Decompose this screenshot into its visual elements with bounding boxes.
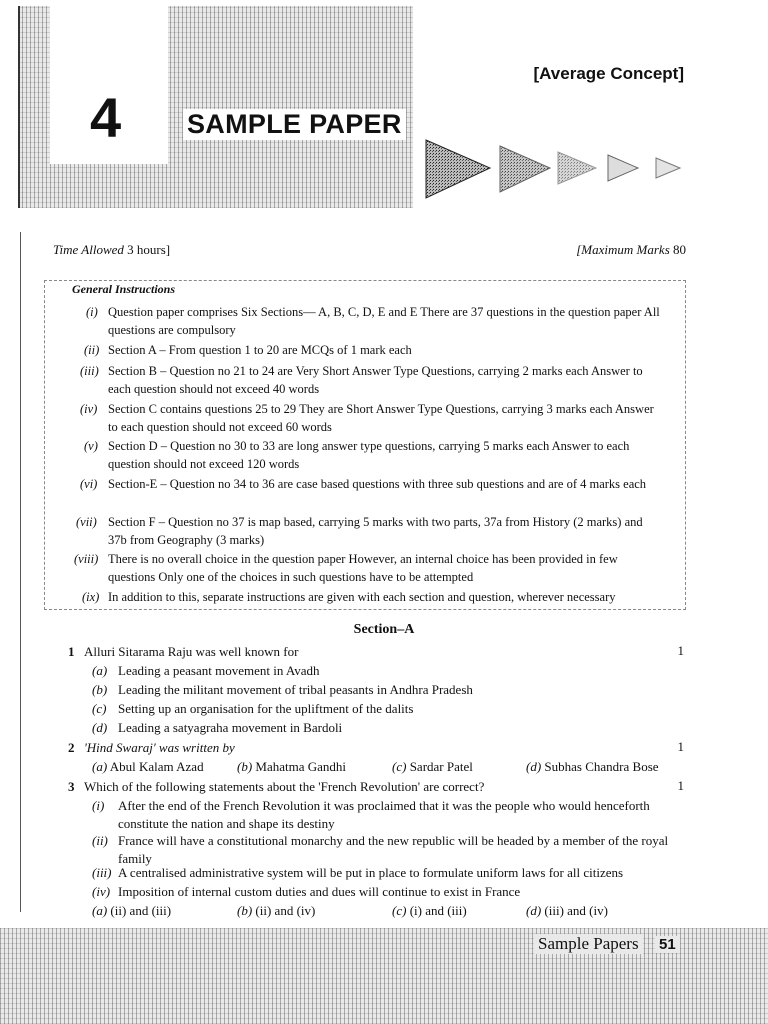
option-label: (c)	[92, 701, 107, 716]
question-text: Which of the following statements about the 'French Revolution' are correct?	[84, 779, 485, 794]
instruction-num: (vi)	[80, 477, 98, 491]
arrow-decoration	[424, 138, 694, 202]
arrow-icon-4	[608, 155, 638, 181]
instruction-text: Section F – Question no 37 is map based, carrying 5 marks with two parts, 37a from History (2 marks) and 37b from Geography (3 marks)	[108, 515, 643, 547]
statement-text: France will have a constitutional monarchy and the new republic will be headed by a member of the royal family	[118, 833, 669, 866]
arrow-icon-2	[500, 146, 550, 192]
option-text: (iii) and (iv)	[544, 903, 608, 918]
option-label: (c)	[392, 759, 407, 774]
marks-value: 80	[673, 242, 686, 257]
statement-label: (iv)	[92, 884, 111, 899]
instruction-text: In addition to this, separate instructions are given with each section and question, wherever necessary	[108, 590, 616, 604]
instruction-num: (i)	[86, 305, 98, 319]
margin-rule	[20, 232, 21, 912]
question-number: 1	[68, 644, 75, 659]
option-text: (i) and (iii)	[409, 903, 467, 918]
arrow-icon-1	[426, 140, 490, 198]
option-label: (d)	[92, 720, 108, 735]
option-label: (b)	[237, 759, 253, 774]
option-text: Mahatma Gandhi	[255, 759, 347, 774]
instruction-num: (iii)	[80, 364, 99, 378]
question-text: Alluri Sitarama Raju was well known for	[84, 644, 299, 659]
option-text: Sardar Patel	[409, 759, 473, 774]
option-text: Leading a peasant movement in Avadh	[118, 663, 320, 678]
option-label: (a)	[92, 903, 108, 918]
option-text: Subhas Chandra Bose	[544, 759, 659, 774]
option-label: (a)	[92, 759, 108, 774]
option-text: (ii) and (iv)	[255, 903, 316, 918]
option-text: Leading the militant movement of tribal peasants in Andhra Pradesh	[118, 682, 473, 697]
footer-texture	[0, 928, 768, 1024]
instruction-num: (iv)	[80, 402, 98, 416]
instruction-text: Question paper comprises Six Sections— A, B, C, D, E and E There are 37 questions in the question paper All questions are compulsory	[108, 305, 660, 337]
instruction-text: Section B – Question no 21 to 24 are Very Short Answer Type Questions, carrying 2 marks each Answer to each question should not exceed 40 words	[108, 364, 643, 396]
statement-text: A centralised administrative system will be put in place to formulate uniform laws for all citizens	[118, 865, 624, 880]
question-text: 'Hind Swaraj' was written by	[84, 740, 235, 755]
question-number: 3	[68, 779, 75, 794]
instruction-text: Section-E – Question no 34 to 36 are case based questions with three sub questions and are of 4 marks each	[108, 477, 647, 491]
question-marks: 1	[677, 778, 684, 793]
option-label: (a)	[92, 663, 108, 678]
arrow-icon-5	[656, 158, 680, 178]
option-label: (d)	[526, 903, 542, 918]
section-heading: Section–A	[353, 622, 415, 637]
option-text: Abul Kalam Azad	[109, 759, 204, 774]
option-label: (c)	[392, 903, 407, 918]
option-text: Setting up an organisation for the upliftment of the dalits	[118, 701, 414, 716]
question-number: 2	[68, 740, 75, 755]
statement-text: Imposition of internal custom duties and dues will continue to exist in France	[118, 884, 521, 899]
paper-number: 4	[90, 86, 122, 149]
time-allowed	[53, 242, 170, 258]
statement-label: (iii)	[92, 865, 112, 880]
option-text: (ii) and (iii)	[110, 903, 172, 918]
instruction-num: (ii)	[84, 343, 100, 357]
statement-label: (ii)	[92, 833, 108, 848]
option-label: (b)	[92, 682, 108, 697]
question-marks: 1	[677, 643, 684, 658]
time-value: 3 hours]	[127, 242, 171, 257]
time-label: Time Allowed	[53, 242, 124, 257]
footer-label: Sample Papers	[534, 934, 643, 954]
option-text: Leading a satyagraha movement in Bardoli	[118, 720, 343, 735]
statement-text: After the end of the French Revolution it was proclaimed that it was the people who would henceforth constitute the nation and shape its destiny	[118, 798, 650, 831]
option-label: (d)	[526, 759, 542, 774]
option-label: (b)	[237, 903, 253, 918]
question-marks: 1	[677, 739, 684, 754]
instruction-num: (ix)	[82, 590, 100, 604]
marks-label: [Maximum Marks	[576, 242, 670, 257]
page-title: SAMPLE PAPER	[183, 109, 406, 140]
instruction-text: Section A – From question 1 to 20 are MCQs of 1 mark each	[108, 343, 412, 357]
instruction-num: (viii)	[74, 552, 99, 566]
instruction-text: Section C contains questions 25 to 29 They are Short Answer Type Questions, carrying 3 marks each Answer to each question should not exceed 60 words	[108, 402, 654, 434]
page-number: 51	[655, 936, 680, 953]
maximum-marks	[576, 242, 686, 258]
concept-label: [Average Concept]	[533, 64, 684, 83]
instruction-num: (vii)	[76, 515, 97, 529]
arrow-icon-3	[558, 152, 596, 184]
instruction-num: (v)	[84, 439, 98, 453]
instruction-text: Section D – Question no 30 to 33 are long answer type questions, carrying 5 marks each Answer to each question should not exceed 120 words	[108, 439, 630, 471]
statement-label: (i)	[92, 798, 105, 813]
instruction-text: There is no overall choice in the question paper However, an internal choice has been provided in few questions Only one of the choices in such questions have to be attempted	[108, 552, 618, 584]
header-rule	[18, 6, 20, 208]
instructions-title: General Instructions	[72, 282, 176, 296]
